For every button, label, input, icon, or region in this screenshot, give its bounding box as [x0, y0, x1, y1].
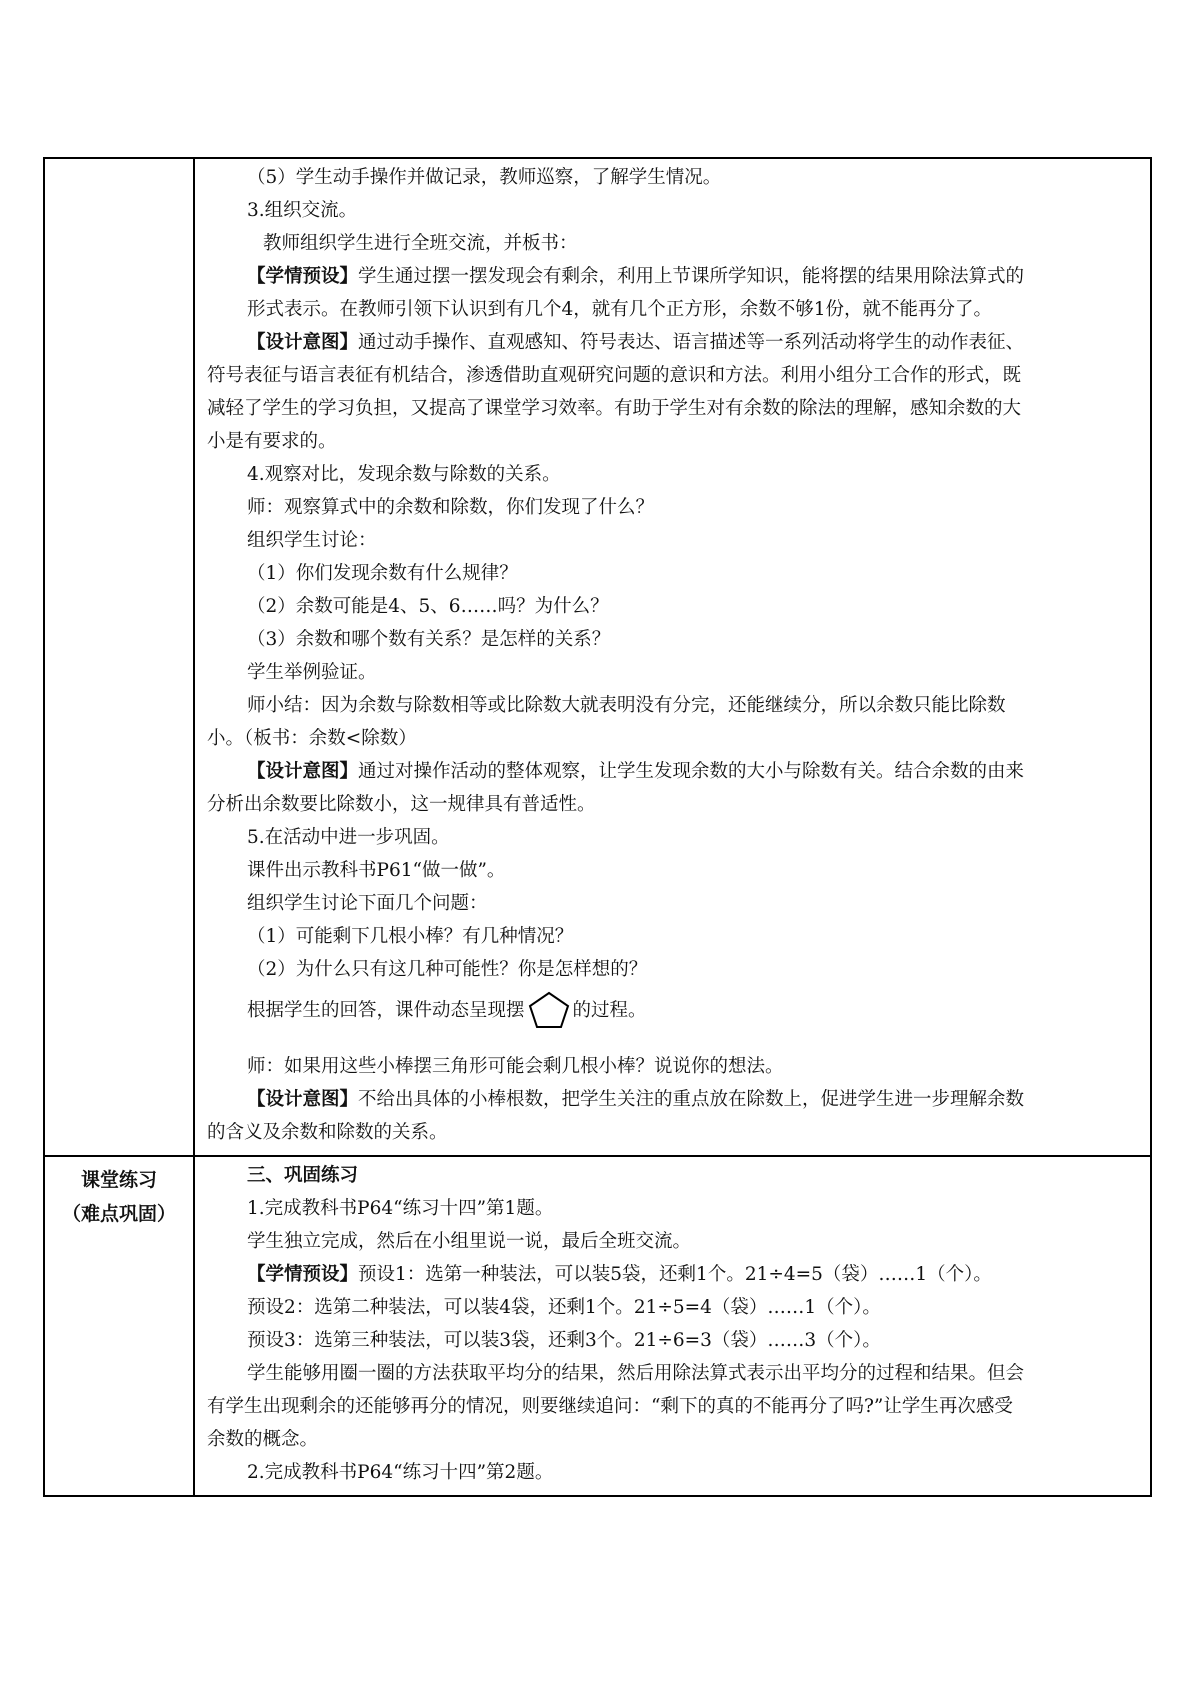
question-line: （3）余数和哪个数有关系？是怎样的关系？	[247, 629, 611, 650]
section-label-line: 课堂练习	[80, 1169, 157, 1191]
text-line: 4.观察对比，发现余数与除数的关系。	[247, 464, 561, 485]
design-line	[207, 755, 1142, 788]
question-line: （2）余数可能是4、5、6……吗？为什么？	[247, 596, 609, 617]
content-cell	[194, 158, 1151, 1156]
text-line: 学生举例验证。	[247, 662, 377, 683]
text-line: 师：观察算式中的余数和除数，你们发现了什么？	[247, 497, 655, 518]
text-line: 师：如果用这些小棒摆三角形可能会剩几根小棒？说说你的想法。	[247, 1056, 784, 1077]
text-line: 1.完成教科书P64“练习十四”第1题。	[247, 1198, 554, 1219]
text-line: 形式表示。在教师引领下认识到有几个4，就有几个正方形，余数不够1份，就不能再分了。	[247, 299, 993, 320]
text-line: 3.组织交流。	[247, 200, 358, 221]
text-line: 组织学生讨论下面几个问题：	[247, 893, 488, 914]
section-label	[45, 1157, 193, 1231]
pentagon-line	[207, 986, 1142, 1050]
question-line: （1）可能剩下几根小棒？有几种情况？	[247, 926, 574, 947]
design-line	[207, 326, 1142, 359]
design-tag: 【设计意图】	[247, 761, 359, 782]
text-line: 教师组织学生进行全班交流，并板书：	[263, 233, 578, 254]
section-heading: 三、巩固练习	[247, 1165, 359, 1186]
section-label-line: （难点巩固）	[61, 1203, 176, 1225]
table-row	[44, 1156, 1151, 1496]
text-line: 学生能够用圈一圈的方法获取平均分的结果，然后用除法算式表示出平均分的过程和结果。但会	[247, 1363, 1025, 1384]
text-line: 余数的概念。	[207, 1429, 319, 1450]
text-line: 预设3：选第三种装法，可以装3袋，还剩3个。21÷6=3（袋）……3（个）。	[247, 1330, 881, 1351]
text-line: 小是有要求的。	[207, 431, 337, 452]
preset-line	[207, 260, 1142, 293]
text-span: 根据学生的回答，课件动态呈现摆	[247, 1000, 525, 1021]
text-line: 小。（板书：余数<除数）	[207, 728, 417, 749]
text-span: 的过程。	[572, 1000, 647, 1021]
content-cell	[194, 1156, 1151, 1496]
design-line	[207, 1083, 1142, 1116]
text-line: 5.在活动中进一步巩固。	[247, 827, 450, 848]
text-line: 组织学生讨论：	[247, 530, 377, 551]
question-line: （2）为什么只有这几种可能性？你是怎样想的？	[247, 959, 648, 980]
text-line: 预设2：选第二种装法，可以装4袋，还剩1个。21÷5=4（袋）……1（个）。	[247, 1297, 881, 1318]
text-line: （5）学生动手操作并做记录，教师巡察，了解学生情况。	[247, 167, 722, 188]
preset-tag: 【学情预设】	[247, 266, 359, 287]
text-line: 符号表征与语言表征有机结合，渗透借助直观研究问题的意识和方法。利用小组分工合作的形式，既	[207, 365, 1022, 386]
lesson-table	[43, 157, 1152, 1497]
text-line: 学生独立完成，然后在小组里说一说，最后全班交流。	[247, 1231, 692, 1252]
text-line: 师小结：因为余数与除数相等或比除数大就表明没有分完，还能继续分，所以余数只能比除数	[247, 695, 1006, 716]
design-tag: 【设计意图】	[247, 332, 359, 353]
table-row	[44, 158, 1151, 1156]
pentagon-icon	[527, 990, 571, 1050]
preset-tag: 【学情预设】	[247, 1264, 359, 1285]
design-tag: 【设计意图】	[247, 1089, 359, 1110]
left-cell-empty	[44, 158, 194, 1156]
preset-line	[207, 1258, 1142, 1291]
preset-text: 学生通过摆一摆发现会有剩余，利用上节课所学知识，能将摆的结果用除法算式的	[358, 266, 1025, 287]
preset-text: 预设1：选第一种装法，可以装5袋，还剩1个。21÷4=5（袋）……1（个）。	[358, 1264, 992, 1285]
design-text: 不给出具体的小棒根数，把学生关注的重点放在除数上，促进学生进一步理解余数	[358, 1089, 1025, 1110]
text-line: 的含义及余数和除数的关系。	[207, 1122, 448, 1143]
text-line: 课件出示教科书P61“做一做”。	[247, 860, 506, 881]
text-line: 分析出余数要比除数小，这一规律具有普适性。	[207, 794, 596, 815]
text-line: 2.完成教科书P64“练习十四”第2题。	[247, 1462, 554, 1483]
text-line: 减轻了学生的学习负担，又提高了课堂学习效率。有助于学生对有余数的除法的理解，感知余数的大	[207, 398, 1022, 419]
design-text: 通过对操作活动的整体观察，让学生发现余数的大小与除数有关。结合余数的由来	[358, 761, 1025, 782]
design-text: 通过动手操作、直观感知、符号表达、语言描述等一系列活动将学生的动作表征、	[358, 332, 1025, 353]
question-line: （1）你们发现余数有什么规律？	[247, 563, 518, 584]
section-label-cell	[44, 1156, 194, 1496]
text-line: 有学生出现剩余的还能够再分的情况，则要继续追问：“剩下的真的不能再分了吗?”让学生再次感受	[207, 1396, 1013, 1417]
